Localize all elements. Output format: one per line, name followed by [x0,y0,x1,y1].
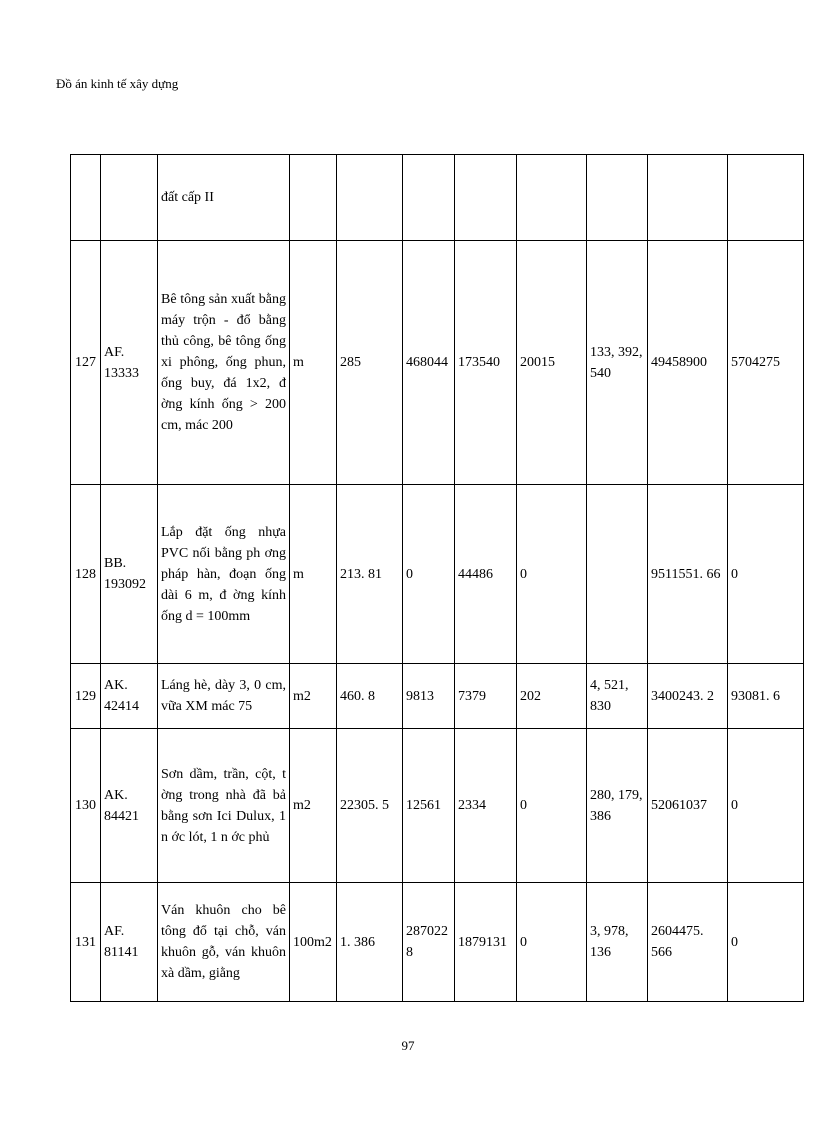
document-header: Đồ án kinh tế xây dựng [56,76,179,91]
cell-value: 280, 179, 386 [587,729,648,883]
cell-value [517,155,587,241]
work-description: Lắp đặt ống nhựa PVC nối bằng ph ơng pháp hàn, đoạn ống dài 6 m, đ ờng kính ống d = 100mm [158,485,290,664]
row-index: 130 [71,729,101,883]
work-description: Ván khuôn cho bê tông đổ tại chỗ, ván khuôn gỗ, ván khuôn xà dầm, giằng [158,883,290,1002]
cell-value: 0 [517,883,587,1002]
cell-value: 468044 [403,241,455,485]
cell-value: 5704275 [728,241,804,485]
cell-value: 287022 8 [403,883,455,1002]
quantity: 1. 386 [337,883,403,1002]
table-row [71,241,804,485]
cell-value [587,485,648,664]
table-row [71,155,804,241]
cell-value [728,155,804,241]
row-index [71,155,101,241]
unit [290,155,337,241]
cell-value: 0 [403,485,455,664]
cell-value: 133, 392, 540 [587,241,648,485]
table-row [71,664,804,729]
work-description: đất cấp II [158,155,290,241]
unit: m [290,241,337,485]
work-code: AF. 81141 [101,883,158,1002]
unit: m2 [290,664,337,729]
unit: 100m2 [290,883,337,1002]
table-row [71,485,804,664]
work-description: Bê tông sản xuất bằng máy trộn - đổ bằng thủ công, bê tông ống xi phông, ống phun, ống buy, đá 1x2, đ ờng kính ống > 200 cm, mác 200 [158,241,290,485]
row-index: 131 [71,883,101,1002]
cell-value [648,155,728,241]
quantity: 22305. 5 [337,729,403,883]
cell-value: 93081. 6 [728,664,804,729]
cell-value: 0 [728,485,804,664]
cell-value: 20015 [517,241,587,485]
cell-value: 9511551. 66 [648,485,728,664]
cell-value: 12561 [403,729,455,883]
work-code: AK. 42414 [101,664,158,729]
cell-value: 0 [728,883,804,1002]
quantity: 460. 8 [337,664,403,729]
work-description: Sơn dầm, trần, cột, t ờng trong nhà đã bả bằng sơn Ici Dulux, 1 n ớc lót, 1 n ớc phủ [158,729,290,883]
quantity: 213. 81 [337,485,403,664]
row-index: 129 [71,664,101,729]
cell-value [455,155,517,241]
table-row [71,883,804,1002]
cell-value: 44486 [455,485,517,664]
cell-value: 2604475. 566 [648,883,728,1002]
cell-value [403,155,455,241]
cell-value: 0 [517,485,587,664]
unit: m [290,485,337,664]
work-code: AF. 13333 [101,241,158,485]
cell-value: 9813 [403,664,455,729]
table-row [71,729,804,883]
work-code [101,155,158,241]
cell-value: 3400243. 2 [648,664,728,729]
quantity [337,155,403,241]
work-code: BB. 193092 [101,485,158,664]
unit: m2 [290,729,337,883]
cell-value: 4, 521, 830 [587,664,648,729]
cell-value: 202 [517,664,587,729]
cell-value [587,155,648,241]
cell-value: 7379 [455,664,517,729]
cost-estimate-table [70,154,804,1002]
work-code: AK. 84421 [101,729,158,883]
cell-value: 0 [728,729,804,883]
cell-value: 173540 [455,241,517,485]
cell-value: 2334 [455,729,517,883]
cell-value: 52061037 [648,729,728,883]
cell-value: 49458900 [648,241,728,485]
cell-value: 3, 978, 136 [587,883,648,1002]
cell-value: 1879131 [455,883,517,1002]
work-description: Láng hè, dày 3, 0 cm, vữa XM mác 75 [158,664,290,729]
quantity: 285 [337,241,403,485]
row-index: 127 [71,241,101,485]
row-index: 128 [71,485,101,664]
page-number: 97 [401,1038,415,1053]
cell-value: 0 [517,729,587,883]
